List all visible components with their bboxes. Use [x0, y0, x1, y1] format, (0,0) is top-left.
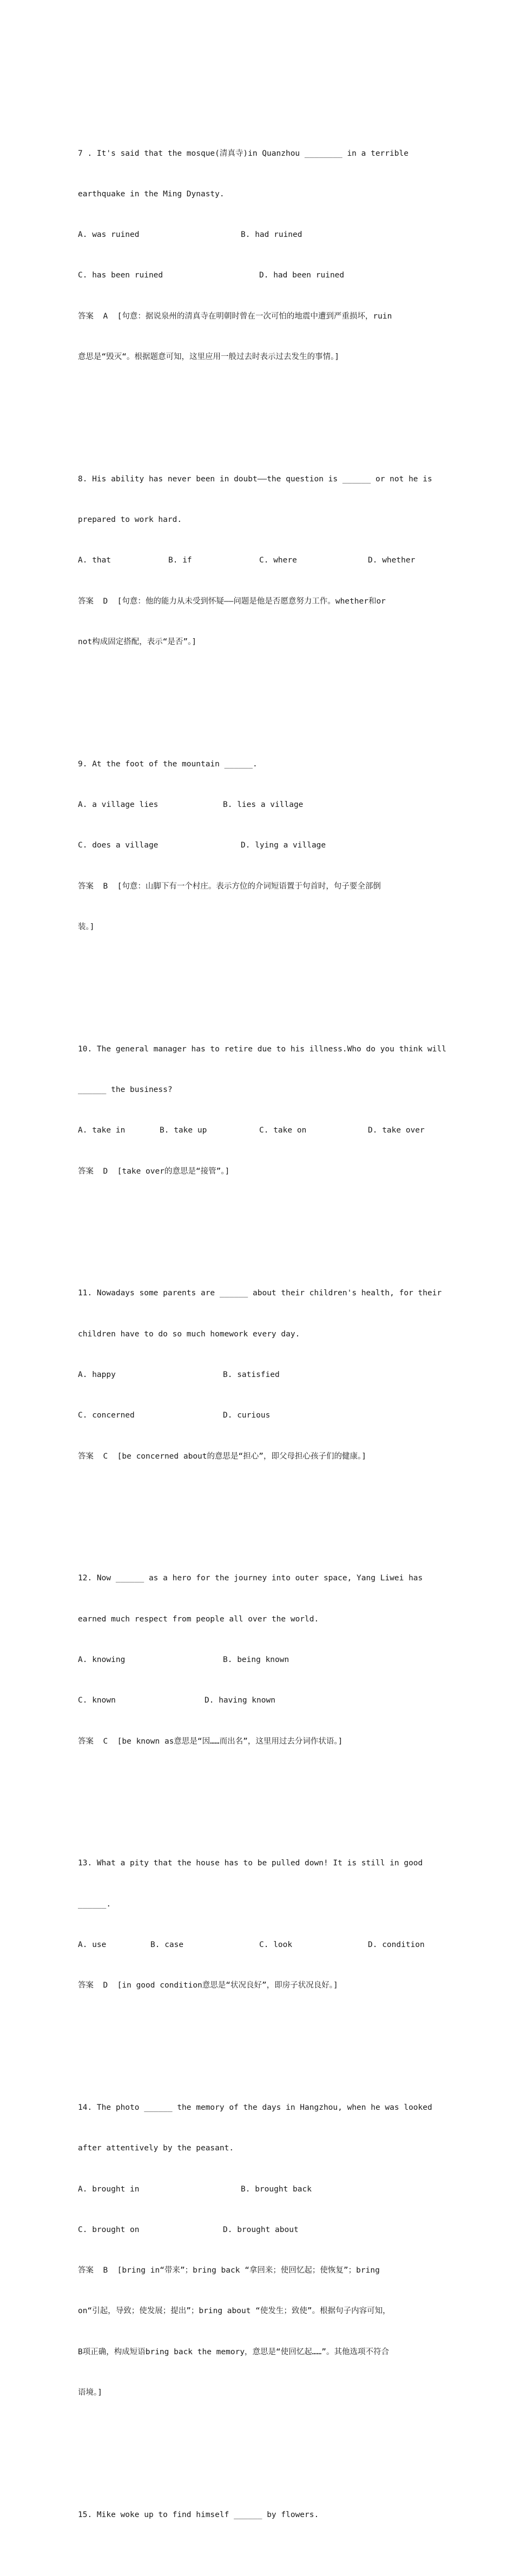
question-text: 12. Now ______ as a hero for the journey into outer space, Yang Liwei has	[78, 1574, 423, 1583]
option-a: A. knowing	[78, 1655, 126, 1664]
option-a: A. a village lies	[78, 800, 159, 810]
answer-text: 意思是“毁灭“。根据题意可知，这里应用一般过去时表示过去发生的事情。]	[78, 352, 339, 361]
option-c: C. brought on	[78, 2225, 140, 2234]
option-d: D. had been ruined	[259, 271, 345, 280]
question-text: 14. The photo ______ the memory of the days in Hangzhou, when he was looked	[78, 2103, 432, 2113]
question-7	[78, 120, 436, 391]
option-row	[78, 1409, 436, 1422]
answer-text: not构成固定搭配，表示“是否”。]	[78, 637, 197, 646]
question-11	[78, 1260, 442, 1491]
answer-text: 答案 D [take over的意思是“接管”。]	[78, 1167, 230, 1176]
option-d: D. brought about	[223, 2225, 299, 2234]
question-8	[78, 446, 436, 677]
question-9	[78, 731, 436, 962]
option-b: B. case	[150, 1940, 184, 1949]
option-d: D. take over	[368, 1126, 425, 1135]
option-row	[78, 798, 436, 812]
answer-text: B项正确，构成短语bring back the memory，意思是“使回忆起……”。其他选项不符合	[78, 2347, 389, 2356]
option-b: B. if	[168, 556, 192, 565]
question-text: 8. His ability has never been in doubt——the question is ______ or not he is	[78, 474, 432, 484]
question-text: prepared to work hard.	[78, 515, 182, 525]
answer-text: 答案 A [句意：据说泉州的清真寺在明朝时曾在一次可怕的地震中遭到严重损坏，ruin	[78, 312, 392, 321]
option-c: C. concerned	[78, 1411, 135, 1420]
option-b: B. brought back	[241, 2184, 312, 2194]
option-a: A. was ruined	[78, 230, 140, 240]
option-row	[78, 2183, 436, 2196]
question-text: 7 . It's said that the mosque(清真寺)in Quanzhou ________ in a terrible	[78, 149, 408, 158]
option-c: C. has been ruined	[78, 271, 163, 280]
question-12	[78, 1545, 436, 1776]
option-d: D. whether	[368, 556, 416, 565]
option-b: B. take up	[160, 1126, 207, 1135]
answer-text: 语境。]	[78, 2388, 102, 2398]
question-text: 9. At the foot of the mountain ______.	[78, 759, 258, 769]
option-row	[78, 228, 436, 242]
option-a: A. take in	[78, 1126, 126, 1135]
option-c: C. does a village	[78, 841, 159, 850]
answer-text: 答案 B [bring in“带来”；bring back “拿回来；使回忆起；使恢复”；bring	[78, 2266, 380, 2275]
option-a: A. happy	[78, 1370, 116, 1379]
question-10	[78, 1016, 446, 1206]
option-row	[78, 839, 436, 852]
option-c: C. where	[259, 556, 297, 565]
question-text: 13. What a pity that the house has to be pulled down! It is still in good	[78, 1859, 423, 1868]
option-b: B. being known	[223, 1655, 289, 1664]
option-row	[78, 1368, 436, 1382]
option-d: D. having known	[205, 1696, 275, 1705]
question-15	[78, 2481, 436, 2549]
option-b: B. lies a village	[223, 800, 304, 810]
option-b: B. had ruined	[241, 230, 302, 240]
option-c: C. look	[259, 1940, 293, 1949]
option-row	[78, 1653, 436, 1667]
answer-text: 答案 D [in good condition意思是“状况良好”，即房子状况良好。]	[78, 1981, 338, 1990]
question-text: children have to do so much homework every day.	[78, 1329, 300, 1339]
question-13	[78, 1830, 436, 2019]
answer-text: 答案 C [be concerned about的意思是“担心”，即父母担心孩子们的健康。]	[78, 1452, 366, 1461]
option-d: D. curious	[223, 1411, 271, 1420]
answer-text: on“引起，导致；使发展；提出”；bring about “使发生；致使”。根据句子内容可知，	[78, 2307, 391, 2316]
question-text: ______.	[78, 1899, 111, 1909]
question-text: 10. The general manager has to retire due to his illness.Who do you think will	[78, 1044, 446, 1054]
option-row	[78, 1124, 436, 1137]
answer-text: 答案 C [be known as意思是“因……而出名”，这里用过去分词作状语。]	[78, 1737, 343, 1746]
question-text: earthquake in the Ming Dynasty.	[78, 189, 225, 198]
question-text: ______ the business?	[78, 1085, 173, 1095]
answer-text: 答案 B [句意：山脚下有一个村庄。表示方位的介词短语置于句首时，句子要全部倒	[78, 882, 381, 891]
option-b: B. satisfied	[223, 1370, 280, 1379]
question-text: earned much respect from people all over the world.	[78, 1614, 319, 1624]
option-row	[78, 1694, 436, 1707]
question-text: 15. Mike woke up to find himself ______ by flowers.	[78, 2510, 319, 2519]
question-14	[78, 2074, 436, 2427]
option-row	[78, 1938, 436, 1952]
option-row	[78, 554, 436, 567]
document-page	[78, 65, 446, 2576]
option-d: D. lying a village	[241, 841, 326, 850]
option-c: C. take on	[259, 1126, 307, 1135]
option-a: A. brought in	[78, 2184, 140, 2194]
option-row	[78, 269, 436, 282]
option-a: A. use	[78, 1940, 107, 1949]
option-d: D. condition	[368, 1940, 425, 1949]
option-row	[78, 2223, 436, 2237]
answer-text: 装。]	[78, 922, 95, 931]
answer-text: 答案 D [句意：他的能力从未受到怀疑——问题是他是否愿意努力工作。whether和or	[78, 597, 386, 606]
option-c: C. known	[78, 1696, 116, 1705]
option-a: A. that	[78, 556, 111, 565]
question-text: 11. Nowadays some parents are ______ about their children's health, for their	[78, 1289, 442, 1298]
question-text: after attentively by the peasant.	[78, 2144, 234, 2153]
